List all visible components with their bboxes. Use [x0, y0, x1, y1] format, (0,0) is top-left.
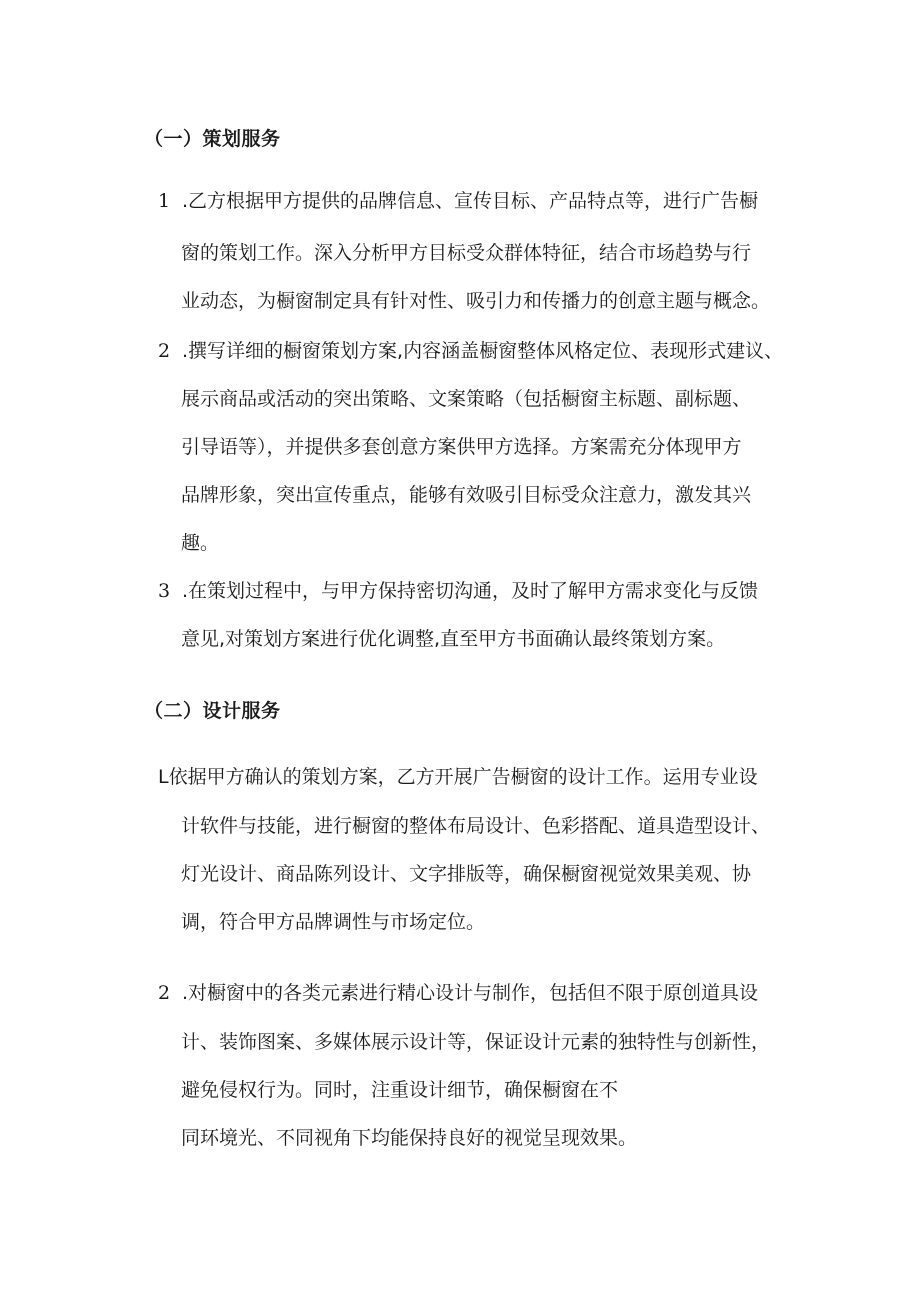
paragraph-line: L依据甲方确认的策划方案，乙方开展广告橱窗的设计工作。运用专业设 [158, 766, 758, 788]
paragraph-line: 窗的策划工作。深入分析甲方目标受众群体特征，结合市场趋势与行 [181, 242, 752, 264]
line-text: .撰写详细的橱窗策划方案,内容涵盖橱窗整体风格定位、表现形式建议、 [182, 340, 784, 362]
paragraph-line: 趣。 [181, 532, 220, 554]
section-heading-planning: （一）策划服务 [144, 128, 281, 150]
item-number: 3 [158, 580, 171, 602]
line-text: .对橱窗中的各类元素进行精心设计与制作，包括但不限于原创道具设 [182, 982, 759, 1004]
paragraph-line: 引导语等），并提供多套创意方案供甲方选择。方案需充分体现甲方 [181, 436, 742, 458]
paragraph-line [158, 579, 758, 603]
paragraph-line [158, 189, 758, 213]
item-number: 2 [158, 982, 171, 1004]
paragraph-line: 计、装饰图案、多媒体展示设计等，保证设计元素的独特性与创新性， [181, 1031, 771, 1053]
paragraph-line: 品牌形象，突出宣传重点，能够有效吸引目标受众注意力，激发其兴 [181, 484, 752, 506]
item-number: 1 [158, 190, 171, 212]
paragraph-line: 同环境光、不同视角下均能保持良好的视觉呈现效果。 [181, 1127, 638, 1149]
paragraph-line: 意见,对策划方案进行优化调整,直至甲方书面确认最终策划方案。 [181, 628, 726, 650]
paragraph-line: 计软件与技能，进行橱窗的整体布局设计、色彩搭配、道具造型设计、 [181, 815, 771, 837]
line-text: .乙方根据甲方提供的品牌信息、宣传目标、产品特点等，进行广告橱 [182, 190, 759, 212]
line-text: .在策划过程中，与甲方保持密切沟通，及时了解甲方需求变化与反馈 [182, 580, 759, 602]
paragraph-line [158, 339, 783, 363]
paragraph-line: 调，符合甲方品牌调性与市场定位。 [181, 911, 486, 933]
section-heading-design: （二）设计服务 [144, 700, 281, 722]
item-number: 2 [158, 340, 171, 362]
paragraph-line: 避免侵权行为。同时，注重设计细节，确保橱窗在不 [181, 1079, 619, 1101]
paragraph-line: 灯光设计、商品陈列设计、文字排版等，确保橱窗视觉效果美观、协 [181, 863, 752, 885]
paragraph-line: 业动态，为橱窗制定具有针对性、吸引力和传播力的创意主题与概念。 [181, 290, 771, 312]
paragraph-line: 展示商品或活动的突出策略、文案策略（包括橱窗主标题、副标题、 [181, 388, 752, 410]
paragraph-line [158, 981, 758, 1005]
